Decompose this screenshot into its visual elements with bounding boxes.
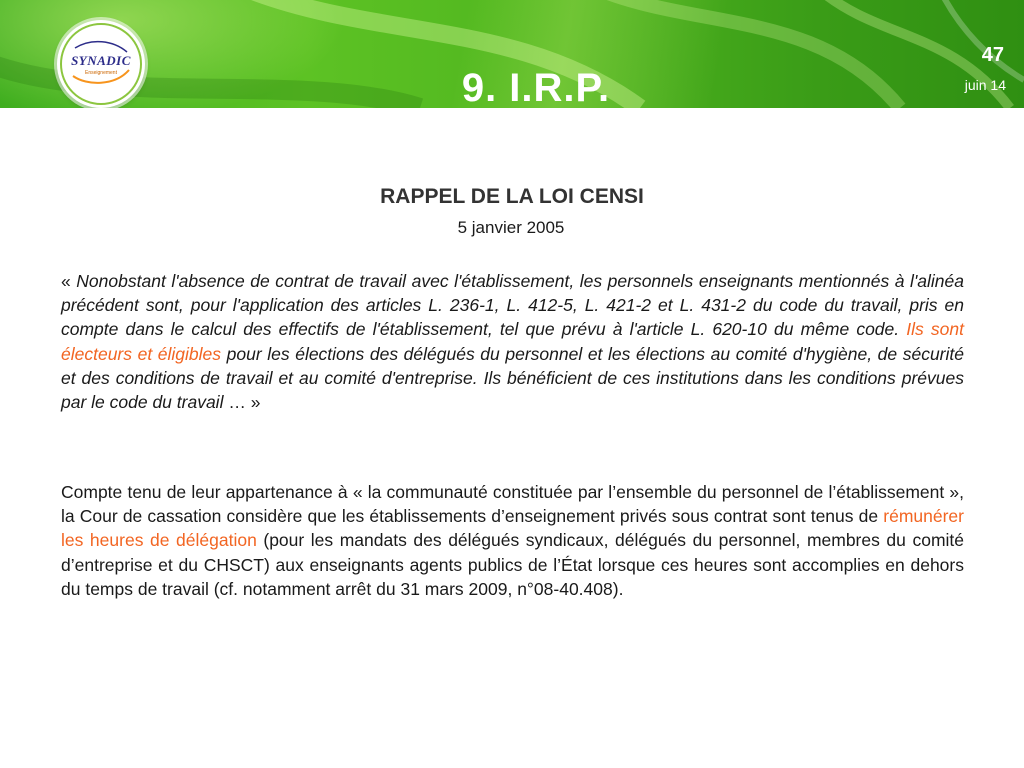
quote-highlight: Ils sont électeurs et éligibles xyxy=(61,319,964,364)
section-heading: RAPPEL DE LA LOI CENSI xyxy=(380,185,644,208)
law-quote xyxy=(61,269,964,414)
section-date: 5 janvier 2005 xyxy=(457,218,565,237)
quote-close: … » xyxy=(223,392,261,413)
slide-title: 9. I.R.P. xyxy=(461,66,611,108)
quote-text-part-1: Nonobstant l'absence de contrat de travail avec l'établissement, les personnels enseignants mentionnés à l'alinéa précédent sont, pour l'application des articles L. 236-1, L. 412-5, L. 421-2 et L. 431-2 du code du travail, pris en compte dans le calcul des effectifs de l'établissement, tel que prévu à l'article L. 620-10 du même code. xyxy=(61,271,964,340)
slide-date: juin 14 xyxy=(964,77,1006,93)
body-text-part-2: (pour les mandats des délégués syndicaux, délégués du personnel, membres du comité d’entreprise et du CHSCT) aux enseignants agents publics de l’État lorsque ces heures sont accomplies en dehors du temps de travail (cf. notamment arrêt du 31 mars 2009, n°08-40.408). xyxy=(61,530,965,599)
explanation-paragraph xyxy=(61,480,964,601)
slide-number: 47 xyxy=(981,44,1004,66)
logo-subtext: Enseignement xyxy=(85,70,117,76)
body-text-part-1: Compte tenu de leur appartenance à « la communauté constituée par l’ensemble du personnel de l’établissement », la Cour de cassation considère que les établissements d’enseignement privés sous contrat sont tenus de xyxy=(61,482,964,527)
header-band xyxy=(0,0,1024,108)
quote-open: « xyxy=(61,271,77,291)
quote-text-part-2: pour les élections des délégués du personnel et les élections au comité d'hygiène, de sécurité et des conditions de travail et au comité d'entreprise. Ils bénéficient de ces institutions dans les conditions prévues par le code du travail xyxy=(61,343,964,413)
body-highlight: rémunérer les heures de délégation xyxy=(61,506,964,551)
logo-text: SYNADIC xyxy=(71,53,131,68)
